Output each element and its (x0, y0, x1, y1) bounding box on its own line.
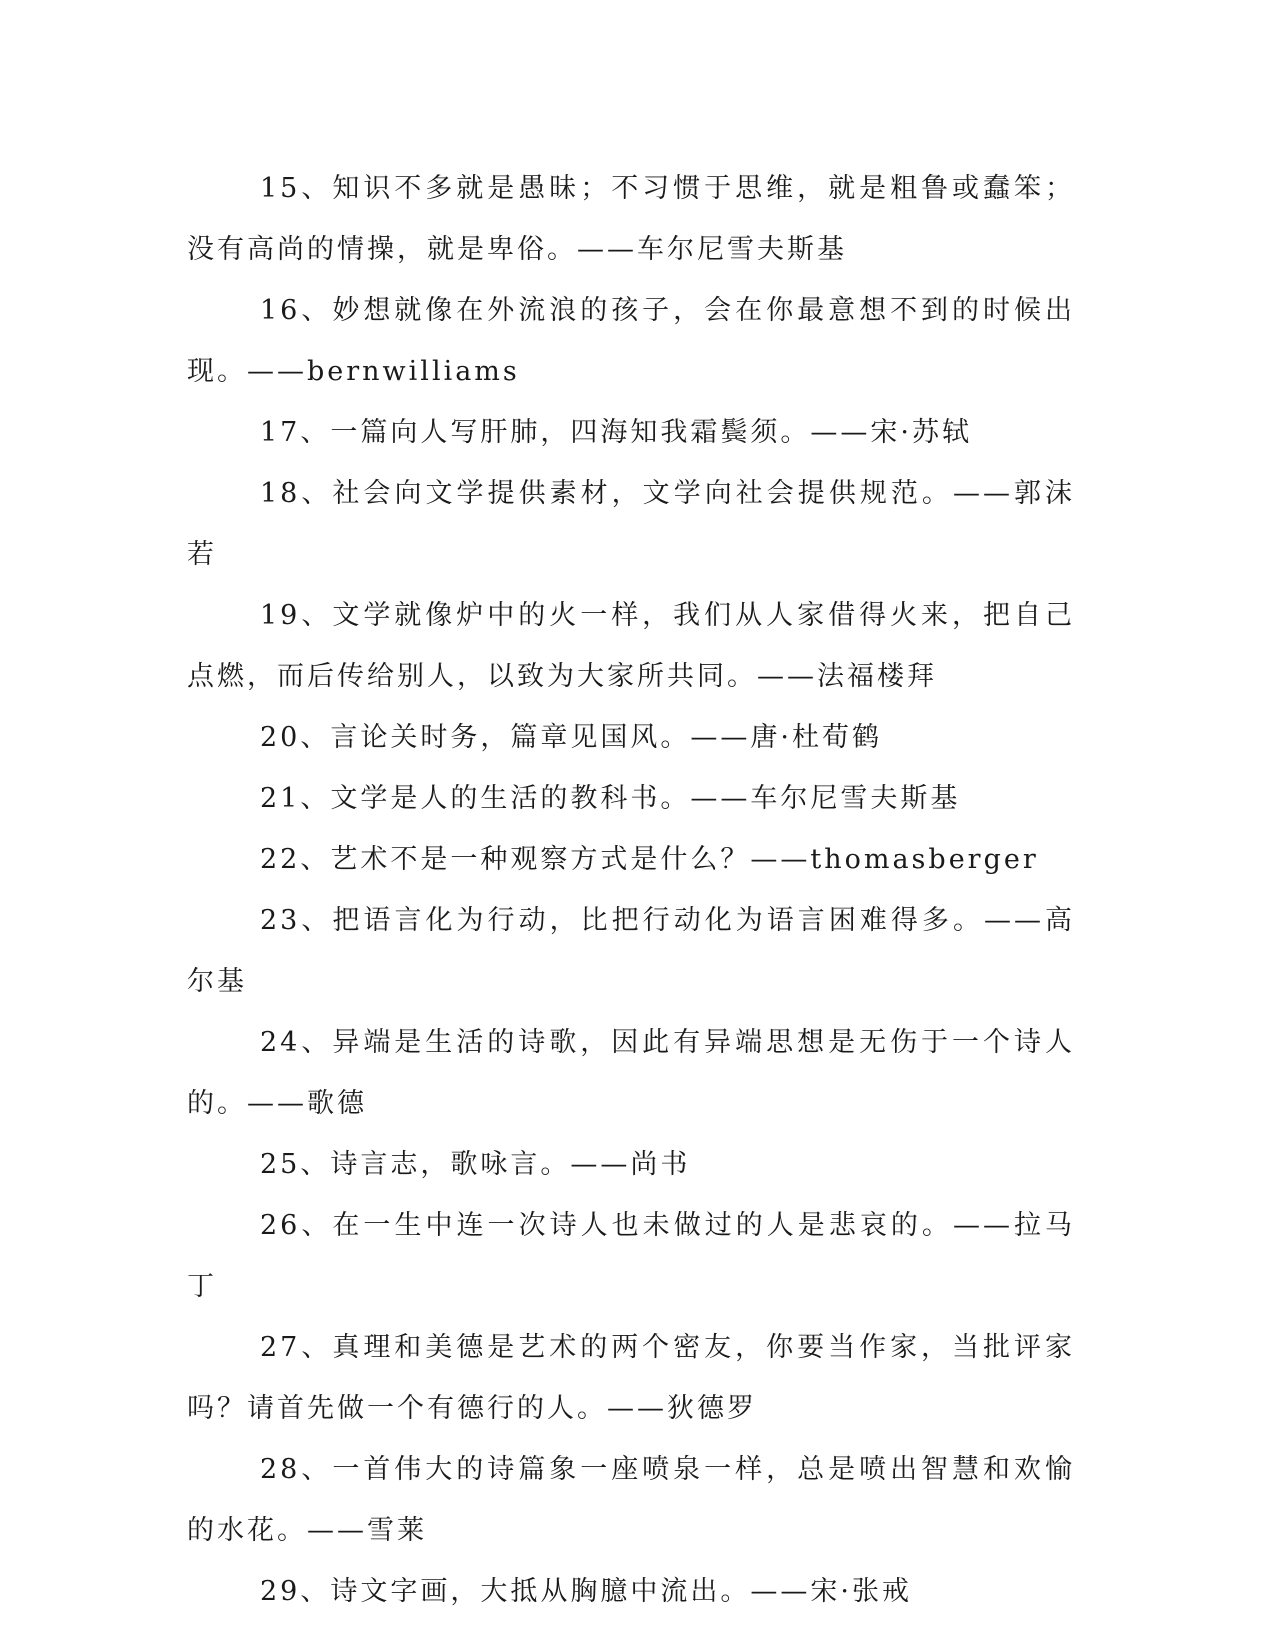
quote-paragraph: 29、诗文字画，大抵从胸臆中流出。——宋·张戒 (260, 1576, 912, 1607)
quote-paragraph: 24、异端是生活的诗歌，因此有异端思想是无伤于一个诗人的。——歌德 (187, 1027, 1075, 1119)
quote-paragraph: 17、一篇向人写肝肺，四海知我霜鬓须。——宋·苏轼 (260, 417, 972, 448)
quote-paragraph: 25、诗言志，歌咏言。——尚书 (260, 1149, 691, 1180)
quote-paragraph: 21、文学是人的生活的教科书。——车尔尼雪夫斯基 (260, 783, 961, 814)
quote-paragraph: 15、知识不多就是愚昧；不习惯于思维，就是粗鲁或蠢笨；没有高尚的情操，就是卑俗。——车尔尼雪夫斯基 (187, 173, 1075, 265)
quote-paragraph: 19、文学就像炉中的火一样，我们从人家借得火来，把自己点燃，而后传给别人，以致为大家所共同。——法福楼拜 (187, 600, 1075, 692)
quote-paragraph: 26、在一生中连一次诗人也未做过的人是悲哀的。——拉马丁 (187, 1210, 1075, 1302)
quote-paragraph: 22、艺术不是一种观察方式是什么？——thomasberger (260, 844, 1039, 875)
quote-paragraph: 23、把语言化为行动，比把行动化为语言困难得多。——高尔基 (187, 905, 1075, 997)
quote-paragraph: 27、真理和美德是艺术的两个密友，你要当作家，当批评家吗？请首先做一个有德行的人。——狄德罗 (187, 1332, 1075, 1424)
quote-paragraph: 16、妙想就像在外流浪的孩子，会在你最意想不到的时候出现。——bernwilliams (187, 295, 1075, 387)
quote-paragraph: 20、言论关时务，篇章见国风。——唐·杜荀鹤 (260, 722, 882, 753)
quote-paragraph: 28、一首伟大的诗篇象一座喷泉一样，总是喷出智慧和欢愉的水花。——雪莱 (187, 1454, 1075, 1546)
quote-list (187, 158, 1075, 1622)
quote-paragraph: 18、社会向文学提供素材，文学向社会提供规范。——郭沫若 (187, 478, 1075, 570)
